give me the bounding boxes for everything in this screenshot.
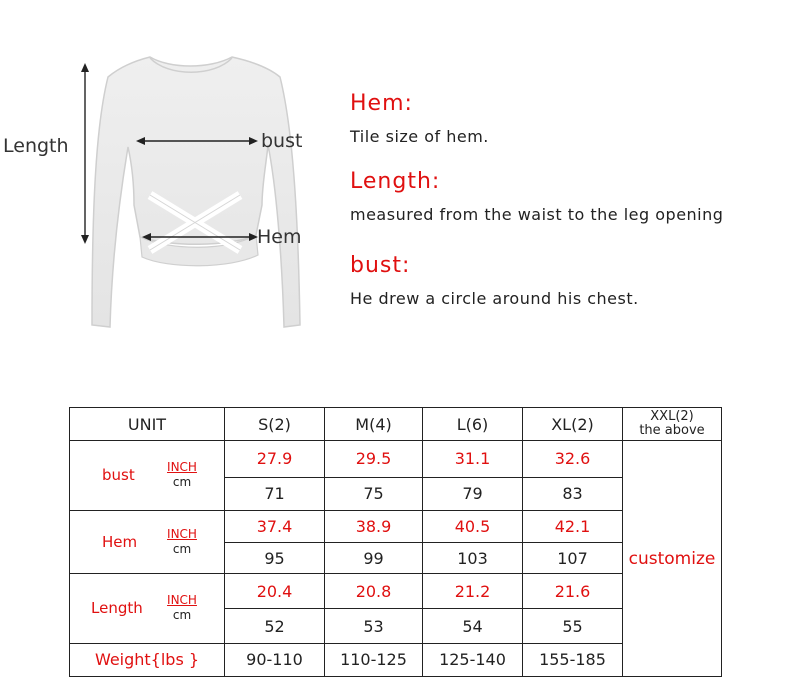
hem-cm-m: 99 (325, 542, 423, 573)
length-cm-l: 54 (423, 609, 523, 643)
bust-definition-text: He drew a circle around his chest. (350, 289, 639, 308)
length-definition-title: Length: (350, 169, 441, 194)
garment-diagram (0, 55, 340, 335)
header-size-m: M(4) (325, 408, 423, 441)
crop-top-illustration (0, 55, 340, 335)
length-row-name: Length (91, 599, 143, 618)
bust-inch-s: 27.9 (225, 441, 325, 477)
unit-fraction (162, 527, 202, 557)
bust-inch-l: 31.1 (423, 441, 523, 477)
row-label-hem (70, 510, 225, 573)
row-label-bust (70, 441, 225, 511)
weight-label: Weight{lbs } (70, 643, 225, 676)
table-header-row (70, 408, 722, 441)
unit-fraction (162, 460, 202, 490)
hem-definition-text: Tile size of hem. (350, 127, 489, 146)
unit-inch: INCH (167, 460, 197, 475)
length-cm-m: 53 (325, 609, 423, 643)
hem-cm-l: 103 (423, 542, 523, 573)
unit-inch: INCH (167, 593, 197, 608)
customize-cell: customize (623, 441, 722, 677)
hem-inch-xl: 42.1 (523, 510, 623, 542)
header-xxl-line2: the above (639, 423, 705, 439)
bust-cm-s: 71 (225, 477, 325, 510)
bust-inch-xl: 32.6 (523, 441, 623, 477)
weight-m: 110-125 (325, 643, 423, 676)
hem-cm-xl: 107 (523, 542, 623, 573)
header-size-xxl (623, 408, 722, 441)
weight-s: 90-110 (225, 643, 325, 676)
size-chart-table (69, 407, 722, 677)
header-size-xl: XL(2) (523, 408, 623, 441)
hem-inch-s: 37.4 (225, 510, 325, 542)
length-inch-l: 21.2 (423, 574, 523, 609)
unit-fraction (162, 593, 202, 623)
length-label: Length (3, 135, 69, 157)
hem-inch-m: 38.9 (325, 510, 423, 542)
header-size-s: S(2) (225, 408, 325, 441)
length-inch-s: 20.4 (225, 574, 325, 609)
hem-cm-s: 95 (225, 542, 325, 573)
length-cm-s: 52 (225, 609, 325, 643)
table-row (70, 441, 722, 477)
bust-row-name: bust (102, 466, 135, 485)
length-cm-xl: 55 (523, 609, 623, 643)
header-unit: UNIT (70, 408, 225, 441)
header-xxl-line1: XXL(2) (650, 409, 694, 425)
header-size-l: L(6) (423, 408, 523, 441)
length-inch-m: 20.8 (325, 574, 423, 609)
bust-label: bust (261, 130, 303, 152)
length-inch-xl: 21.6 (523, 574, 623, 609)
hem-inch-l: 40.5 (423, 510, 523, 542)
hem-row-name: Hem (102, 532, 138, 551)
hem-definition-title: Hem: (350, 91, 413, 116)
unit-cm: cm (172, 475, 192, 490)
unit-cm: cm (172, 541, 192, 556)
unit-inch: INCH (167, 526, 197, 541)
bust-inch-m: 29.5 (325, 441, 423, 477)
weight-xl: 155-185 (523, 643, 623, 676)
bust-cm-m: 75 (325, 477, 423, 510)
row-label-length (70, 574, 225, 644)
unit-cm: cm (172, 608, 192, 623)
bust-definition-title: bust: (350, 253, 411, 278)
hem-label: Hem (257, 226, 302, 248)
length-definition-text: measured from the waist to the leg opening (350, 205, 724, 224)
bust-cm-xl: 83 (523, 477, 623, 510)
weight-l: 125-140 (423, 643, 523, 676)
bust-cm-l: 79 (423, 477, 523, 510)
